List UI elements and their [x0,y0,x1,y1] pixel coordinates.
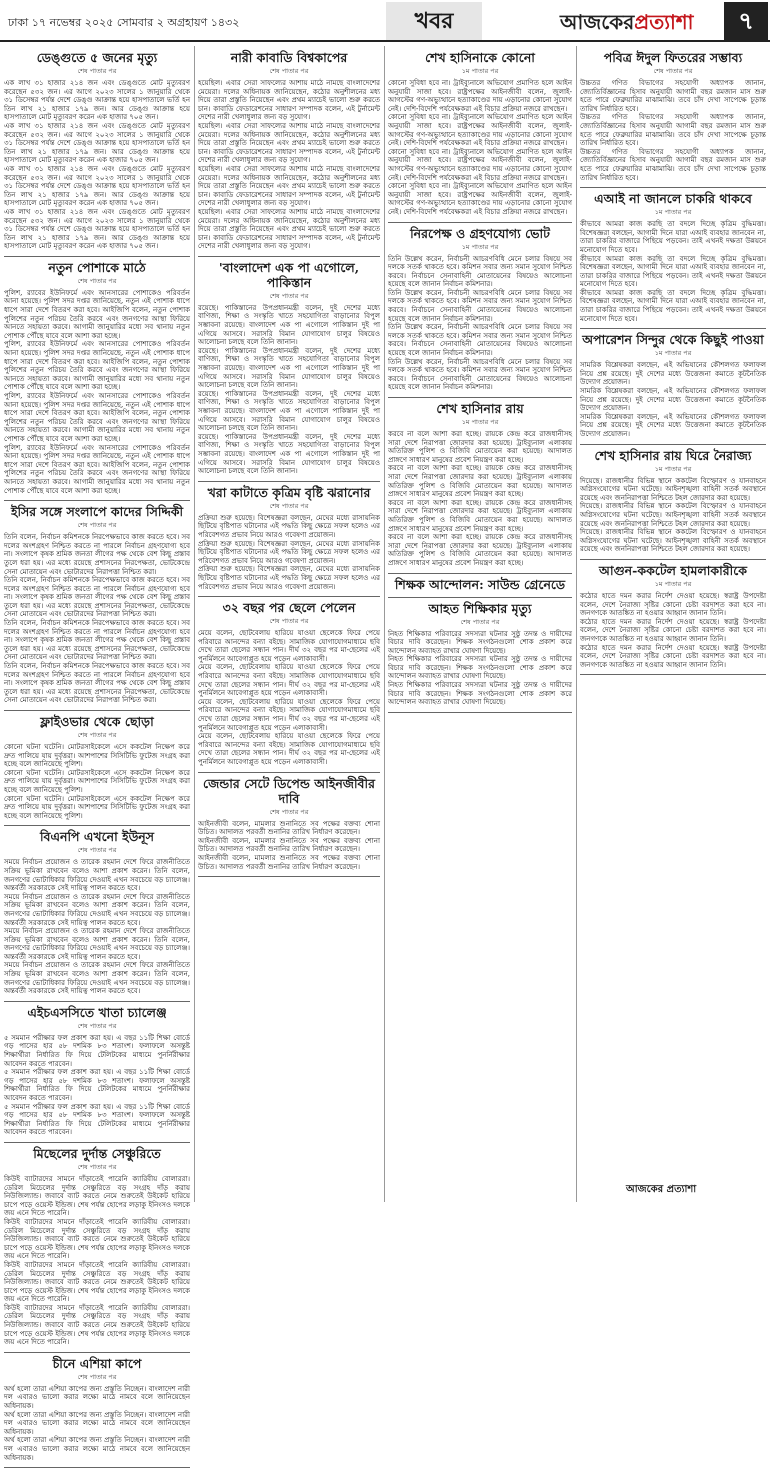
page-number: ৭ [724,2,768,40]
article-headline: জেন্ডার সেটে ডিপেন্ড আইনজীবীর দাবি [203,775,375,806]
article-byline: ১ম পাতার পর [461,418,499,426]
article-rule [198,772,380,773]
article-rule [580,187,766,188]
article-body: দিয়েছে। রাজধানীর বিভিন্ন স্থানে ককটেল বিস্ফোরণ ও যানবাহনে অগ্নিসংযোগের ঘটনা ঘটেছে। আইনশৃঙ্খলা বাহিনী সতর্ক অবস্থানে রয়েছে এবং জননিরাপত্তা নিশ্চিতে টহল জোরদার করা হয়েছে। [580,528,766,554]
article [388,226,572,393]
article-body: কিউই ব্যাটারদের সামনে দাঁড়াতেই পারেনি ক্যারিবীয় বোলাররা। ডেরিল মিচেলের দুর্দান্ত সেঞ্চুরিতে বড় সংগ্রহ দাঁড় করায় নিউজিল্যান্ড। জবাবে ব্যাট করতে নেমে শুরুতেই উইকেট হারিয়ে চাপে পড়ে ওয়েস্ট ইন্ডিজ। শেষ পর্যন্ত হোপের লড়াকু ইনিংসও দলকে জয় এনে দিতে পারেনি। [4,1217,190,1261]
column-2 [198,48,380,1202]
article-body: কোনো সুবিধা হবে না। ট্রাইব্যুনালে অভিযোগ প্রমাণিত হলে আইন অনুযায়ী সাজা হবে। রাষ্ট্রপক্ষের আইনজীবী বলেন, জুলাই-আগস্টের গণ-অভ্যুত্থানে হত্যাকাণ্ডের দায় এড়ানোর কোনো সুযোগ নেই। দেশি-বিদেশি পর্যবেক্ষকরা এই বিচার প্রক্রিয়া নজরে রাখছেন। [388,113,572,148]
article-body: উচ্চতর গণিত বিভাগের সহযোগী অধ্যাপক জানান, জ্যোতির্বিজ্ঞানের হিসাব অনুযায়ী আগামী বছর রমজান মাস শুরু হতে পারে ফেব্রুয়ারির মাঝামাঝি। তবে চাঁদ দেখা সাপেক্ষে চূড়ান্ত তারিখ নির্ধারিত হবে। [580,147,766,182]
article-rule [4,500,190,501]
article-body: ৫ সমমান পরীক্ষার ফল প্রকাশ করা হয়। এ বছর ১১টি শিক্ষা বোর্ডে গড় পাসের হার ৫৮ দশমিক ৮৩ শতাংশ। ফলাফলে অসন্তুষ্ট শিক্ষার্থীরা নির্ধারিত ফি দিয়ে টেলিটকের মাধ্যমে পুনর্নিরীক্ষার আবেদন করতে পারবেন। [4,1068,190,1102]
article-body: উচ্চতর গণিত বিভাগের সহযোগী অধ্যাপক জানান, জ্যোতির্বিজ্ঞানের হিসাব অনুযায়ী আগামী বছর রমজান মাস শুরু হতে পারে ফেব্রুয়ারির মাঝামাঝি। তবে চাঁদ দেখা সাপেক্ষে চূড়ান্ত তারিখ নির্ধারিত হবে। [580,79,766,113]
article-headline: ইসির সঙ্গে সংলাপে কাদের সিদ্দিকী [10,504,184,520]
article-headline: মিছেলের দুর্দান্ত সেঞ্চুরিতে [33,1145,161,1161]
article-headline: খরা কাটাতে কৃত্রিম বৃষ্টি ঝরানোর [207,484,371,500]
article-body: আইনজীবী বলেন, মামলার শুনানিতে সব পক্ষের বক্তব্য শোনা উচিত। আদালত পরবর্তী শুনানির তারিখ নির্ধারণ করেছেন। [198,853,380,871]
article-headline: পবিত্র ঈদুল ফিতরের সম্ভাব্য [603,50,743,65]
article-headline: আহত শিক্ষিকার মৃত্যু [428,600,532,616]
article-headline: চীনে এশিয়া কাপে [52,1355,142,1371]
article-body: কিউই ব্যাটারদের সামনে দাঁড়াতেই পারেনি ক্যারিবীয় বোলাররা। ডেরিল মিচেলের দুর্দান্ত সেঞ্চুরিতে বড় সংগ্রহ দাঁড় করায় নিউজিল্যান্ড। জবাবে ব্যাট করতে নেমে শুরুতেই উইকেট হারিয়ে চাপে পড়ে ওয়েস্ট ইন্ডিজ। শেষ পর্যন্ত হোপের লড়াকু ইনিংসও দলকে জয় এনে দিতে পারেনি। [4,1260,190,1304]
article-byline: ১ম পাতার পর [654,349,692,358]
article-byline: শেষ পাতার পর [269,501,309,510]
article-body: রয়েছে। পাকিস্তানের উপপ্রধানমন্ত্রী বলেন, দুই দেশের মধ্যে বাণিজ্য, শিক্ষা ও সংস্কৃতি খাতে সহযোগিতা বাড়ানোর বিপুল সম্ভাবনা রয়েছে। বাংলাদেশ এক পা এগোলে পাকিস্তান দুই পা এগিয়ে আসবে। সরাসরি বিমান যোগাযোগ চালুর বিষয়েও আলোচনা চলছে বলে তিনি জানান। [198,303,380,347]
article-headline: 'বাংলাদেশ এক পা এগোলে, পাকিস্তান [218,259,360,290]
article-headline: নতুন পোশাকে মাঠে [48,259,146,275]
article [198,776,380,872]
article-byline: ১ম পাতার পর [654,579,692,588]
article-body: হয়েছিল। এবার সেরা সাফল্যের আশায় মাঠে নামছে বাংলাদেশের মেয়েরা। দলের অধিনায়ক জানিয়েছেন, কঠোর অনুশীলনের মধ্য দিয়ে তারা প্রস্তুতি নিয়েছেন এবং প্রথম ম্যাচেই ভালো শুরু করতে চান। কাবাডি ফেডারেশনের সাধারণ সম্পাদক বলেন, এই টুর্নামেন্ট দেশের নারী খেলাধুলার জন্য বড় সুযোগ। [198,79,380,122]
article-body: তিনি বলেন, নির্বাচন কমিশনকে নিরপেক্ষভাবে কাজ করতে হবে। সব দলের অংশগ্রহণ নিশ্চিত করতে না পারলে নির্বাচন গ্রহণযোগ্য হবে না। সংলাপে কৃষক শ্রমিক জনতা লীগের পক্ষ থেকে বেশ কিছু প্রস্তাব তুলে ধরা হয়। এর মধ্যে রয়েছে প্রশাসনের নিরপেক্ষতা, ভোটকেন্দ্রে সেনা মোতায়েন এবং ভোটারদের নিরাপত্তা নিশ্চিত করা। [4,619,190,662]
article-body: তিনি উল্লেখ করেন, নির্বাচনী আচরণবিধি মেনে চলার বিষয়ে সব দলকে সতর্ক থাকতে হবে। কমিশন সবার জন্য সমান সুযোগ নিশ্চিত করবে। নির্বাচনে সেনাবাহিনী মোতায়েনের বিষয়েও আলোচনা হয়েছে বলে জানান নির্বাচন কমিশনার। [388,357,572,392]
article-body: মেয়ে বলেন, ছোটবেলায় হারিয়ে যাওয়া ছেলেকে ফিরে পেয়ে পরিবারে আনন্দের বন্যা বইছে। সামাজিক যোগাযোগমাধ্যমে ছবি দেখে তারা ছেলের সন্ধান পান। দীর্ঘ ৩২ বছর পর মা-ছেলের এই পুনর্মিলনে আবেগাপ্লুত হয়ে পড়েন এলাকাবাসী। [198,697,380,732]
article-rule [580,444,766,445]
article [388,601,572,707]
article [198,485,380,591]
article-body: কিউই ব্যাটারদের সামনে দাঁড়াতেই পারেনি ক্যারিবীয় বোলাররা। ডেরিল মিচেলের দুর্দান্ত সেঞ্চুরিতে বড় সংগ্রহ দাঁড় করায় নিউজিল্যান্ড। জবাবে ব্যাট করতে নেমে শুরুতেই উইকেট হারিয়ে চাপে পড়ে ওয়েস্ট ইন্ডিজ। শেষ পর্যন্ত হোপের লড়াকু ইনিংসও দলকে জয় এনে দিতে পারেনি। [4,1174,190,1218]
article-body: পুলিশ, র‍্যাবের ইউনিফর্মে এবং আনসারের পোশাকেও পরিবর্তন আনা হয়েছে। পুলিশ সদর দপ্তর জানিয়েছে, নতুন এই পোশাক ধাপে ধাপে সারা দেশে বিতরণ করা হবে। আইজিপি বলেন, নতুন পোশাক পুলিশের নতুন পরিচয় তৈরি করবে এবং জনগণের আস্থা ফিরিয়ে আনতে সহায়তা করবে। আগামী জানুয়ারির মধ্যে সব থানায় নতুন পোশাক পৌঁছে যাবে বলে আশা করা হচ্ছে। [4,443,190,495]
article-body: করবে না বলে আশা করা হচ্ছে। রায়কে কেন্দ্র করে রাজধানীসহ সারা দেশে নিরাপত্তা জোরদার করা হয়েছে। ট্রাইব্যুনাল এলাকায় অতিরিক্ত পুলিশ ও বিজিবি মোতায়েন করা হয়েছে। আদালত প্রাঙ্গণে সাধারণ মানুষের প্রবেশ নিয়ন্ত্রণ করা হচ্ছে। [388,498,572,533]
article-body: এক লাখ ৩১ হাজার ২১৪ জন এবং ডেঙ্গুতে মোট মৃত্যুবরণ করেছেন ৫৩২ জন। এর আগে ২০২৩ সালের ১ জানুয়ারি থেকে ৩১ ডিসেম্বর পর্যন্ত দেশে ডেঙ্গু আক্রান্ত হয়ে হাসপাতালে ভর্তি হন তিন লাখ ২১ হাজার ১৭৯ জন। আর ডেঙ্গু আক্রান্ত হয়ে হাসপাতালে মোট মৃত্যুবরণ করেন এক হাজার ৭০৫ জন। [4,79,190,122]
article-byline: শেষ পাতার পর [77,521,117,530]
article-body: তিনি উল্লেখ করেন, নির্বাচনী আচরণবিধি মেনে চলার বিষয়ে সব দলকে সতর্ক থাকতে হবে। কমিশন সবার জন্য সমান সুযোগ নিশ্চিত করবে। নির্বাচনে সেনাবাহিনী মোতায়েনের বিষয়েও আলোচনা হয়েছে বলে জানান নির্বাচন কমিশনার। [388,323,572,358]
article-body: সময়ে নির্বাচন প্রয়োজন ও তারেক রহমান দেশে ফিরে রাজনীতিতে সক্রিয় ভূমিকা রাখবেন বলেও আশা প্রকাশ করেন। তিনি বলেন, জনগণের ভোটাধিকার ফিরিয়ে দেওয়াই এখন সবচেয়ে বড় চ্যালেঞ্জ। অন্তর্বর্তী সরকারকে সেই দায়িত্ব পালন করতে হবে। [4,858,190,893]
article [388,401,572,568]
article-body: কোনো ঘটনা ঘটেনি। মোটরসাইকেলে এসে ককটেল নিক্ষেপ করে দ্রুত পালিয়ে যায় দুর্বৃত্তরা। আশপাশের সিসিটিভি ফুটেজ সংগ্রহ করা হচ্ছে বলে জানিয়েছে পুলিশ। [4,743,190,769]
column-1 [4,48,190,1462]
article [4,1146,190,1347]
article-body: হয়েছিল। এবার সেরা সাফল্যের আশায় মাঠে নামছে বাংলাদেশের মেয়েরা। দলের অধিনায়ক জানিয়েছেন, কঠোর অনুশীলনের মধ্য দিয়ে তারা প্রস্তুতি নিয়েছেন এবং প্রথম ম্যাচেই ভালো শুরু করতে চান। কাবাডি ফেডারেশনের সাধারণ সম্পাদক বলেন, এই টুর্নামেন্ট দেশের নারী খেলাধুলার জন্য বড় সুযোগ। [198,207,380,251]
section-title: খবর [386,2,482,40]
column-divider [576,46,577,1202]
article-body: ৫ সমমান পরীক্ষার ফল প্রকাশ করা হয়। এ বছর ১১টি শিক্ষা বোর্ডে গড় পাসের হার ৫৮ দশমিক ৮৩ শতাংশ। ফলাফলে অসন্তুষ্ট শিক্ষার্থীরা নির্ধারিত ফি দিয়ে টেলিটকের মাধ্যমে পুনর্নিরীক্ষার আবেদন করতে পারবেন। [4,1033,190,1068]
footer-logo: আজকের প্রত্যাশা [626,1184,697,1195]
article-byline: শেষ পাতার পর [77,846,117,855]
article [198,260,380,476]
article-body: সামরিক বিশ্লেষকরা বলছেন, এই অভিযানের কৌশলগত ফলাফল নিয়ে প্রশ্ন রয়েছে। দুই দেশের মধ্যে উত্তেজনা কমাতে কূটনৈতিক উদ্যোগ প্রয়োজন। [580,387,766,413]
article [4,504,190,705]
article [388,50,572,217]
article-body: কোনো সুবিধা হবে না। ট্রাইব্যুনালে অভিযোগ প্রমাণিত হলে আইন অনুযায়ী সাজা হবে। রাষ্ট্রপক্ষের আইনজীবী বলেন, জুলাই-আগস্টের গণ-অভ্যুত্থানে হত্যাকাণ্ডের দায় এড়ানোর কোনো সুযোগ নেই। দেশি-বিদেশি পর্যবেক্ষকরা এই বিচার প্রক্রিয়া নজরে রাখছেন। [388,79,572,113]
article-body: সময়ে নির্বাচন প্রয়োজন ও তারেক রহমান দেশে ফিরে রাজনীতিতে সক্রিয় ভূমিকা রাখবেন বলেও আশা প্রকাশ করেন। তিনি বলেন, জনগণের ভোটাধিকার ফিরিয়ে দেওয়াই এখন সবচেয়ে বড় চ্যালেঞ্জ। অন্তর্বর্তী সরকারকে সেই দায়িত্ব পালন করতে হবে। [4,927,190,961]
article-byline: শেষ পাতার পর [77,1372,117,1381]
article-body: সামরিক বিশ্লেষকরা বলছেন, এই অভিযানের কৌশলগত ফলাফল নিয়ে প্রশ্ন রয়েছে। দুই দেশের মধ্যে উত্তেজনা কমাতে কূটনৈতিক উদ্যোগ প্রয়োজন। [580,412,766,438]
article-rule [388,397,572,398]
article-headline: এআই না জানলে চাকরি থাকবে [594,191,752,207]
article [580,332,766,438]
article-body: করবে না বলে আশা করা হচ্ছে। রায়কে কেন্দ্র করে রাজধানীসহ সারা দেশে নিরাপত্তা জোরদার করা হয়েছে। ট্রাইব্যুনাল এলাকায় অতিরিক্ত পুলিশ ও বিজিবি মোতায়েন করা হয়েছে। আদালত প্রাঙ্গণে সাধারণ মানুষের প্রবেশ নিয়ন্ত্রণ করা হচ্ছে। [388,533,572,567]
article-body: পুলিশ, র‍্যাবের ইউনিফর্মে এবং আনসারের পোশাকেও পরিবর্তন আনা হয়েছে। পুলিশ সদর দপ্তর জানিয়েছে, নতুন এই পোশাক ধাপে ধাপে সারা দেশে বিতরণ করা হবে। আইজিপি বলেন, নতুন পোশাক পুলিশের নতুন পরিচয় তৈরি করবে এবং জনগণের আস্থা ফিরিয়ে আনতে সহায়তা করবে। আগামী জানুয়ারির মধ্যে সব থানায় নতুন পোশাক পৌঁছে যাবে বলে আশা করা হচ্ছে। [4,392,190,443]
newspaper-logo: আজকেরপ্রত্যাশা [560,10,694,34]
article-rule [198,481,380,482]
article [580,563,766,669]
article-body: হয়েছিল। এবার সেরা সাফল্যের আশায় মাঠে নামছে বাংলাদেশের মেয়েরা। দলের অধিনায়ক জানিয়েছেন, কঠোর অনুশীলনের মধ্য দিয়ে তারা প্রস্তুতি নিয়েছেন এবং প্রথম ম্যাচেই ভালো শুরু করতে চান। কাবাডি ফেডারেশনের সাধারণ সম্পাদক বলেন, এই টুর্নামেন্ট দেশের নারী খেলাধুলার জন্য বড় সুযোগ। [198,121,380,165]
article-byline: ১ম পাতার পর [461,67,499,75]
article [580,50,766,182]
article-headline: নিরপেক্ষ ও গ্রহণযোগ্য ভোট [410,225,550,241]
article [4,1356,190,1462]
article-body: তিনি উল্লেখ করেন, নির্বাচনী আচরণবিধি মেনে চলার বিষয়ে সব দলকে সতর্ক থাকতে হবে। কমিশন সবার জন্য সমান সুযোগ নিশ্চিত করবে। নির্বাচনে সেনাবাহিনী মোতায়েনের বিষয়েও আলোচনা হয়েছে বলে জানান নির্বাচন কমিশনার। [388,254,572,289]
article-headline: ডেঙ্গুতে ৫ জনের মৃত্যু [36,50,158,65]
article-rule [198,596,380,597]
article-body: প্রক্রিয়া শুরু হয়েছে। বিশেষজ্ঞরা বলছেন, মেঘের মধ্যে রাসায়নিক ছিটিয়ে বৃষ্টিপাত ঘটানোর এই পদ্ধতি কিছু ক্ষেত্রে সফল হলেও এর পরিবেশগত প্রভাব নিয়ে আরও গবেষণা প্রয়োজন। [198,539,380,565]
column-4 [580,48,766,1178]
article-body: কোনো ঘটনা ঘটেনি। মোটরসাইকেলে এসে ককটেল নিক্ষেপ করে দ্রুত পালিয়ে যায় দুর্বৃত্তরা। আশপাশের সিসিটিভি ফুটেজ সংগ্রহ করা হচ্ছে বলে জানিয়েছে পুলিশ। [4,768,190,794]
article-byline: ১ম পাতার পর [461,242,499,251]
article-body: রয়েছে। পাকিস্তানের উপপ্রধানমন্ত্রী বলেন, দুই দেশের মধ্যে বাণিজ্য, শিক্ষা ও সংস্কৃতি খাতে সহযোগিতা বাড়ানোর বিপুল সম্ভাবনা রয়েছে। বাংলাদেশ এক পা এগোলে পাকিস্তান দুই পা এগিয়ে আসবে। সরাসরি বিমান যোগাযোগ চালুর বিষয়েও আলোচনা চলছে বলে তিনি জানান। [198,432,380,476]
article-headline: শেখ হাসিনার রায় [436,401,524,416]
article [4,1005,190,1137]
article-body: মেয়ে বলেন, ছোটবেলায় হারিয়ে যাওয়া ছেলেকে ফিরে পেয়ে পরিবারে আনন্দের বন্যা বইছে। সামাজিক যোগাযোগমাধ্যমে ছবি দেখে তারা ছেলের সন্ধান পান। দীর্ঘ ৩২ বছর পর মা-ছেলের এই পুনর্মিলনে আবেগাপ্লুত হয়ে পড়েন এলাকাবাসী। [198,663,380,698]
issue-date: ঢাকা ১৭ নভেম্বর ২০২৫ সোমবার ২ অগ্রহায়ণ ১৪৩২ [8,16,240,29]
article-body: দিয়েছে। রাজধানীর বিভিন্ন স্থানে ককটেল বিস্ফোরণ ও যানবাহনে অগ্নিসংযোগের ঘটনা ঘটেছে। আইনশৃঙ্খলা বাহিনী সতর্ক অবস্থানে রয়েছে এবং জননিরাপত্তা নিশ্চিতে টহল জোরদার করা হয়েছে। [580,476,766,502]
article-headline: নারী কাবাডি বিশ্বকাপের [230,50,348,65]
article-body: মেয়ে বলেন, ছোটবেলায় হারিয়ে যাওয়া ছেলেকে ফিরে পেয়ে পরিবারে আনন্দের বন্যা বইছে। সামাজিক যোগাযোগমাধ্যমে ছবি দেখে তারা ছেলের সন্ধান পান। দীর্ঘ ৩২ বছর পর মা-ছেলের এই পুনর্মিলনে আবেগাপ্লুত হয়ে পড়েন এলাকাবাসী। [198,732,380,766]
article [580,448,766,554]
article-body: সময়ে নির্বাচন প্রয়োজন ও তারেক রহমান দেশে ফিরে রাজনীতিতে সক্রিয় ভূমিকা রাখবেন বলেও আশা প্রকাশ করেন। তিনি বলেন, জনগণের ভোটাধিকার ফিরিয়ে দেওয়াই এখন সবচেয়ে বড় চ্যালেঞ্জ। অন্তর্বর্তী সরকারকে সেই দায়িত্ব পালন করতে হবে। [4,961,190,996]
article-body: আইনজীবী বলেন, মামলার শুনানিতে সব পক্ষের বক্তব্য শোনা উচিত। আদালত পরবর্তী শুনানির তারিখ নির্ধারণ করেছেন। [198,836,380,854]
article-body: পুলিশ, র‍্যাবের ইউনিফর্মে এবং আনসারের পোশাকেও পরিবর্তন আনা হয়েছে। পুলিশ সদর দপ্তর জানিয়েছে, নতুন এই পোশাক ধাপে ধাপে সারা দেশে বিতরণ করা হবে। আইজিপি বলেন, নতুন পোশাক পুলিশের নতুন পরিচয় তৈরি করবে এবং জনগণের আস্থা ফিরিয়ে আনতে সহায়তা করবে। আগামী জানুয়ারির মধ্যে সব থানায় নতুন পোশাক পৌঁছে যাবে বলে আশা করা হচ্ছে। [4,288,190,340]
article-body: কোনো সুবিধা হবে না। ট্রাইব্যুনালে অভিযোগ প্রমাণিত হলে আইন অনুযায়ী সাজা হবে। রাষ্ট্রপক্ষের আইনজীবী বলেন, জুলাই-আগস্টের গণ-অভ্যুত্থানে হত্যাকাণ্ডের দায় এড়ানোর কোনো সুযোগ নেই। দেশি-বিদেশি পর্যবেক্ষকরা এই বিচার প্রক্রিয়া নজরে রাখছেন। [388,182,572,216]
article-headline: এইচএসসিতে খাতা চ্যালেঞ্জ [27,1004,167,1020]
article-byline: শেষ পাতার পর [269,617,309,626]
article [198,600,380,767]
article-body: পুলিশ, র‍্যাবের ইউনিফর্মে এবং আনসারের পোশাকেও পরিবর্তন আনা হয়েছে। পুলিশ সদর দপ্তর জানিয়েছে, নতুন এই পোশাক ধাপে ধাপে সারা দেশে বিতরণ করা হবে। আইজিপি বলেন, নতুন পোশাক পুলিশের নতুন পরিচয় তৈরি করবে এবং জনগণের আস্থা ফিরিয়ে আনতে সহায়তা করবে। আগামী জানুয়ারির মধ্যে সব থানায় নতুন পোশাক পৌঁছে যাবে বলে আশা করা হচ্ছে। [4,340,190,392]
article-byline: শেষ পাতার পর [77,731,117,739]
article-rule [198,256,380,257]
article-body: কীভাবে আমরা কাজ করছি তা বদলে দিচ্ছে কৃত্রিম বুদ্ধিমত্তা। বিশেষজ্ঞরা বলছেন, আগামী দিনে যারা এআই ব্যবহার জানবেন না, তারা চাকরির বাজারে পিছিয়ে পড়বেন। তাই এখনই দক্ষতা উন্নয়নে মনোযোগ দিতে হবে। [580,288,766,323]
article [4,260,190,495]
article-rule [4,825,190,826]
article-body: অর্থ হলো তারা এশিয়া কাপের জন্য প্রস্তুতি নিচ্ছেন। বাংলাদেশ নারী দল এবারও ভালো করার লক্ষ্যে মাঠে নামবে বলে জানিয়েছেন অধিনায়ক। [4,1436,190,1462]
article-rule [388,712,572,713]
article-rule [4,1142,190,1143]
article-rule [388,597,572,598]
article-rule [4,256,190,257]
article-body: এক লাখ ৩১ হাজার ২১৪ জন এবং ডেঙ্গুতে মোট মৃত্যুবরণ করেছেন ৫৩২ জন। এর আগে ২০২৩ সালের ১ জানুয়ারি থেকে ৩১ ডিসেম্বর পর্যন্ত দেশে ডেঙ্গু আক্রান্ত হয়ে হাসপাতালে ভর্তি হন তিন লাখ ২১ হাজার ১৭৯ জন। আর ডেঙ্গু আক্রান্ত হয়ে হাসপাতালে মোট মৃত্যুবরণ করেন এক হাজার ৭০৫ জন। [4,164,190,208]
article-body: কোনো ঘটনা ঘটেনি। মোটরসাইকেলে এসে ককটেল নিক্ষেপ করে দ্রুত পালিয়ে যায় দুর্বৃত্তরা। আশপাশের সিসিটিভি ফুটেজ সংগ্রহ করা হচ্ছে বলে জানিয়েছে পুলিশ। [4,794,190,820]
article-body: মেয়ে বলেন, ছোটবেলায় হারিয়ে যাওয়া ছেলেকে ফিরে পেয়ে পরিবারে আনন্দের বন্যা বইছে। সামাজিক যোগাযোগমাধ্যমে ছবি দেখে তারা ছেলের সন্ধান পান। দীর্ঘ ৩২ বছর পর মা-ছেলের এই পুনর্মিলনে আবেগাপ্লুত হয়ে পড়েন এলাকাবাসী। [198,629,380,663]
article-body: হয়েছিল। এবার সেরা সাফল্যের আশায় মাঠে নামছে বাংলাদেশের মেয়েরা। দলের অধিনায়ক জানিয়েছেন, কঠোর অনুশীলনের মধ্য দিয়ে তারা প্রস্তুতি নিয়েছেন এবং প্রথম ম্যাচেই ভালো শুরু করতে চান। কাবাডি ফেডারেশনের সাধারণ সম্পাদক বলেন, এই টুর্নামেন্ট দেশের নারী খেলাধুলার জন্য বড় সুযোগ। [198,164,380,208]
article-rule [580,674,766,675]
article-body: তিনি বলেন, নির্বাচন কমিশনকে নিরপেক্ষভাবে কাজ করতে হবে। সব দলের অংশগ্রহণ নিশ্চিত করতে না পারলে নির্বাচন গ্রহণযোগ্য হবে না। সংলাপে কৃষক শ্রমিক জনতা লীগের পক্ষ থেকে বেশ কিছু প্রস্তাব তুলে ধরা হয়। এর মধ্যে রয়েছে প্রশাসনের নিরপেক্ষতা, ভোটকেন্দ্রে সেনা মোতায়েন এবং ভোটারদের নিরাপত্তা নিশ্চিত করা। [4,576,190,619]
article-body: নিহত শিক্ষিকার পরিবারের সদস্যরা ঘটনার সুষ্ঠু তদন্ত ও দায়ীদের বিচার দাবি করেছেন। শিক্ষক সংগঠনগুলো শোক প্রকাশ করে আন্দোলন অব্যাহত রাখার ঘোষণা দিয়েছে। [388,681,572,707]
article-body: রয়েছে। পাকিস্তানের উপপ্রধানমন্ত্রী বলেন, দুই দেশের মধ্যে বাণিজ্য, শিক্ষা ও সংস্কৃতি খাতে সহযোগিতা বাড়ানোর বিপুল সম্ভাবনা রয়েছে। বাংলাদেশ এক পা এগোলে পাকিস্তান দুই পা এগিয়ে আসবে। সরাসরি বিমান যোগাযোগ চালুর বিষয়েও আলোচনা চলছে বলে তিনি জানান। [198,389,380,433]
article [4,829,190,996]
article-rule [580,559,766,560]
article-byline: শেষ পাতার পর [77,1021,117,1030]
article-body: উচ্চতর গণিত বিভাগের সহযোগী অধ্যাপক জানান, জ্যোতির্বিজ্ঞানের হিসাব অনুযায়ী আগামী বছর রমজান মাস শুরু হতে পারে ফেব্রুয়ারির মাঝামাঝি। তবে চাঁদ দেখা সাপেক্ষে চূড়ান্ত তারিখ নির্ধারিত হবে। [580,113,766,148]
article-headline: অপারেশন সিন্দুর থেকে কিছুই পাওয়া [582,332,764,348]
article-rule [198,876,380,877]
article-body: তিনি উল্লেখ করেন, নির্বাচনী আচরণবিধি মেনে চলার বিষয়ে সব দলকে সতর্ক থাকতে হবে। কমিশন সবার জন্য সমান সুযোগ নিশ্চিত করবে। নির্বাচনে সেনাবাহিনী মোতায়েনের বিষয়েও আলোচনা হয়েছে বলে জানান নির্বাচন কমিশনার। [388,288,572,323]
article [4,714,190,820]
article-byline: শেষ পাতার পর [653,67,693,75]
article-byline: শেষ পাতার পর [77,1162,117,1171]
article-body: প্রক্রিয়া শুরু হয়েছে। বিশেষজ্ঞরা বলছেন, মেঘের মধ্যে রাসায়নিক ছিটিয়ে বৃষ্টিপাত ঘটানোর এই পদ্ধতি কিছু ক্ষেত্রে সফল হলেও এর পরিবেশগত প্রভাব নিয়ে আরও গবেষণা প্রয়োজন। [198,565,380,591]
article-rule [580,328,766,329]
article-body: কঠোর হাতে দমন করার নির্দেশ দেওয়া হয়েছে। স্বরাষ্ট্র উপদেষ্টা বলেন, দেশে নৈরাজ্য সৃষ্টির কোনো চেষ্টা বরদাশত করা হবে না। জনগণকে আতঙ্কিত না হওয়ার আহ্বান জানান তিনি। [580,643,766,669]
article-body: তিনি বলেন, নির্বাচন কমিশনকে নিরপেক্ষভাবে কাজ করতে হবে। সব দলের অংশগ্রহণ নিশ্চিত করতে না পারলে নির্বাচন গ্রহণযোগ্য হবে না। সংলাপে কৃষক শ্রমিক জনতা লীগের পক্ষ থেকে বেশ কিছু প্রস্তাব তুলে ধরা হয়। এর মধ্যে রয়েছে প্রশাসনের নিরপেক্ষতা, ভোটকেন্দ্রে সেনা মোতায়েন এবং ভোটারদের নিরাপত্তা নিশ্চিত করা। [4,662,190,705]
article-headline: শিক্ষক আন্দোলন: সাউন্ড গ্রেনেডে [394,576,566,592]
article-headline: শেখ হাসিনার রায় ঘিরে নৈরাজ্য [594,447,752,463]
article-headline: আগুন-ককটেল হামলাকারীকে [599,562,747,578]
article-byline: শেষ পাতার পর [269,67,309,75]
article-body: কোনো সুবিধা হবে না। ট্রাইব্যুনালে অভিযোগ প্রমাণিত হলে আইন অনুযায়ী সাজা হবে। রাষ্ট্রপক্ষের আইনজীবী বলেন, জুলাই-আগস্টের গণ-অভ্যুত্থানে হত্যাকাণ্ডের দায় এড়ানোর কোনো সুযোগ নেই। দেশি-বিদেশি পর্যবেক্ষকরা এই বিচার প্রক্রিয়া নজরে রাখছেন। [388,147,572,182]
article-rule [4,710,190,711]
article-byline: শেষ পাতার পর [77,276,117,285]
article-headline: বিএনপি এখনো ইউনূস [39,829,155,845]
masthead [0,0,770,42]
article-rule [4,1001,190,1002]
article-byline: শেষ পাতার পর [269,807,309,816]
article-body: নিহত শিক্ষিকার পরিবারের সদস্যরা ঘটনার সুষ্ঠু তদন্ত ও দায়ীদের বিচার দাবি করেছেন। শিক্ষক সংগঠনগুলো শোক প্রকাশ করে আন্দোলন অব্যাহত রাখার ঘোষণা দিয়েছে। [388,629,572,655]
article [580,191,766,323]
column-3 [388,48,572,1202]
article-byline: শেষ পাতার পর [77,67,117,75]
article-byline: ১ম পাতার পর [654,464,692,473]
article-body: করবে না বলে আশা করা হচ্ছে। রায়কে কেন্দ্র করে রাজধানীসহ সারা দেশে নিরাপত্তা জোরদার করা হয়েছে। ট্রাইব্যুনাল এলাকায় অতিরিক্ত পুলিশ ও বিজিবি মোতায়েন করা হয়েছে। আদালত প্রাঙ্গণে সাধারণ মানুষের প্রবেশ নিয়ন্ত্রণ করা হচ্ছে। [388,430,572,464]
article [4,50,190,251]
article-body: তিনি বলেন, নির্বাচন কমিশনকে নিরপেক্ষভাবে কাজ করতে হবে। সব দলের অংশগ্রহণ নিশ্চিত করতে না পারলে নির্বাচন গ্রহণযোগ্য হবে না। সংলাপে কৃষক শ্রমিক জনতা লীগের পক্ষ থেকে বেশ কিছু প্রস্তাব তুলে ধরা হয়। এর মধ্যে রয়েছে প্রশাসনের নিরপেক্ষতা, ভোটকেন্দ্রে সেনা মোতায়েন এবং ভোটারদের নিরাপত্তা নিশ্চিত করা। [4,533,190,576]
article-body: কীভাবে আমরা কাজ করছি তা বদলে দিচ্ছে কৃত্রিম বুদ্ধিমত্তা। বিশেষজ্ঞরা বলছেন, আগামী দিনে যারা এআই ব্যবহার জানবেন না, তারা চাকরির বাজারে পিছিয়ে পড়বেন। তাই এখনই দক্ষতা উন্নয়নে মনোযোগ দিতে হবে। [580,220,766,254]
article-rule [388,222,572,223]
article-body: সামরিক বিশ্লেষকরা বলছেন, এই অভিযানের কৌশলগত ফলাফল নিয়ে প্রশ্ন রয়েছে। দুই দেশের মধ্যে উত্তেজনা কমাতে কূটনৈতিক উদ্যোগ প্রয়োজন। [580,361,766,387]
article-body: আইনজীবী বলেন, মামলার শুনানিতে সব পক্ষের বক্তব্য শোনা উচিত। আদালত পরবর্তী শুনানির তারিখ নির্ধারণ করেছেন। [198,819,380,837]
article-byline: শেষ পাতার পর [269,291,309,300]
column-divider [194,46,195,1202]
article-headline: শেখ হাসিনাকে কোনো [425,50,535,65]
article-body: কঠোর হাতে দমন করার নির্দেশ দেওয়া হয়েছে। স্বরাষ্ট্র উপদেষ্টা বলেন, দেশে নৈরাজ্য সৃষ্টির কোনো চেষ্টা বরদাশত করা হবে না। জনগণকে আতঙ্কিত না হওয়ার আহ্বান জানান তিনি। [580,617,766,643]
article-byline: শেষ পাতার পর [460,617,500,626]
article-body: কঠোর হাতে দমন করার নির্দেশ দেওয়া হয়েছে। স্বরাষ্ট্র উপদেষ্টা বলেন, দেশে নৈরাজ্য সৃষ্টির কোনো চেষ্টা বরদাশত করা হবে না। জনগণকে আতঙ্কিত না হওয়ার আহ্বান জানান তিনি। [580,591,766,618]
article-body: সময়ে নির্বাচন প্রয়োজন ও তারেক রহমান দেশে ফিরে রাজনীতিতে সক্রিয় ভূমিকা রাখবেন বলেও আশা প্রকাশ করেন। তিনি বলেন, জনগণের ভোটাধিকার ফিরিয়ে দেওয়াই এখন সবচেয়ে বড় চ্যালেঞ্জ। অন্তর্বর্তী সরকারকে সেই দায়িত্ব পালন করতে হবে। [4,892,190,927]
article [198,50,380,251]
article-body: দিয়েছে। রাজধানীর বিভিন্ন স্থানে ককটেল বিস্ফোরণ ও যানবাহনে অগ্নিসংযোগের ঘটনা ঘটেছে। আইনশৃঙ্খলা বাহিনী সতর্ক অবস্থানে রয়েছে এবং জননিরাপত্তা নিশ্চিতে টহল জোরদার করা হয়েছে। [580,502,766,528]
article-body: প্রক্রিয়া শুরু হয়েছে। বিশেষজ্ঞরা বলছেন, মেঘের মধ্যে রাসায়নিক ছিটিয়ে বৃষ্টিপাত ঘটানোর এই পদ্ধতি কিছু ক্ষেত্রে সফল হলেও এর পরিবেশগত প্রভাব নিয়ে আরও গবেষণা প্রয়োজন। [198,513,380,539]
article-body: অর্থ হলো তারা এশিয়া কাপের জন্য প্রস্তুতি নিচ্ছেন। বাংলাদেশ নারী দল এবারও ভালো করার লক্ষ্যে মাঠে নামবে বলে জানিয়েছেন অধিনায়ক। [4,1384,190,1411]
article-rule [388,573,572,574]
column-divider [384,46,385,1202]
article-byline: ১ম পাতার পর [654,208,692,217]
article-headline: ৩২ বছর পর ছেলে পেলেন [222,600,356,616]
article-body: কিউই ব্যাটারদের সামনে দাঁড়াতেই পারেনি ক্যারিবীয় বোলাররা। ডেরিল মিচেলের দুর্দান্ত সেঞ্চুরিতে বড় সংগ্রহ দাঁড় করায় নিউজিল্যান্ড। জবাবে ব্যাট করতে নেমে শুরুতেই উইকেট হারিয়ে চাপে পড়ে ওয়েস্ট ইন্ডিজ। শেষ পর্যন্ত হোপের লড়াকু ইনিংসও দলকে জয় এনে দিতে পারেনি। [4,1303,190,1347]
article-headline: ফ্লাইওভার থেকে ছোড়া [40,714,154,729]
article-body: রয়েছে। পাকিস্তানের উপপ্রধানমন্ত্রী বলেন, দুই দেশের মধ্যে বাণিজ্য, শিক্ষা ও সংস্কৃতি খাতে সহযোগিতা বাড়ানোর বিপুল সম্ভাবনা রয়েছে। বাংলাদেশ এক পা এগোলে পাকিস্তান দুই পা এগিয়ে আসবে। সরাসরি বিমান যোগাযোগ চালুর বিষয়েও আলোচনা চলছে বলে তিনি জানান। [198,346,380,390]
article-body: এক লাখ ৩১ হাজার ২১৪ জন এবং ডেঙ্গুতে মোট মৃত্যুবরণ করেছেন ৫৩২ জন। এর আগে ২০২৩ সালের ১ জানুয়ারি থেকে ৩১ ডিসেম্বর পর্যন্ত দেশে ডেঙ্গু আক্রান্ত হয়ে হাসপাতালে ভর্তি হন তিন লাখ ২১ হাজার ১৭৯ জন। আর ডেঙ্গু আক্রান্ত হয়ে হাসপাতালে মোট মৃত্যুবরণ করেন এক হাজার ৭০৫ জন। [4,207,190,251]
article [388,577,572,592]
article-body: অর্থ হলো তারা এশিয়া কাপের জন্য প্রস্তুতি নিচ্ছেন। বাংলাদেশ নারী দল এবারও ভালো করার লক্ষ্যে মাঠে নামবে বলে জানিয়েছেন অধিনায়ক। [4,1410,190,1436]
article-body: করবে না বলে আশা করা হচ্ছে। রায়কে কেন্দ্র করে রাজধানীসহ সারা দেশে নিরাপত্তা জোরদার করা হয়েছে। ট্রাইব্যুনাল এলাকায় অতিরিক্ত পুলিশ ও বিজিবি মোতায়েন করা হয়েছে। আদালত প্রাঙ্গণে সাধারণ মানুষের প্রবেশ নিয়ন্ত্রণ করা হচ্ছে। [388,464,572,499]
article-body: এক লাখ ৩১ হাজার ২১৪ জন এবং ডেঙ্গুতে মোট মৃত্যুবরণ করেছেন ৫৩২ জন। এর আগে ২০২৩ সালের ১ জানুয়ারি থেকে ৩১ ডিসেম্বর পর্যন্ত দেশে ডেঙ্গু আক্রান্ত হয়ে হাসপাতালে ভর্তি হন তিন লাখ ২১ হাজার ১৭৯ জন। আর ডেঙ্গু আক্রান্ত হয়ে হাসপাতালে মোট মৃত্যুবরণ করেন এক হাজার ৭০৫ জন। [4,121,190,165]
article-body: নিহত শিক্ষিকার পরিবারের সদস্যরা ঘটনার সুষ্ঠু তদন্ত ও দায়ীদের বিচার দাবি করেছেন। শিক্ষক সংগঠনগুলো শোক প্রকাশ করে আন্দোলন অব্যাহত রাখার ঘোষণা দিয়েছে। [388,655,572,681]
article-body: ৫ সমমান পরীক্ষার ফল প্রকাশ করা হয়। এ বছর ১১টি শিক্ষা বোর্ডে গড় পাসের হার ৫৮ দশমিক ৮৩ শতাংশ। ফলাফলে অসন্তুষ্ট শিক্ষার্থীরা নির্ধারিত ফি দিয়ে টেলিটকের মাধ্যমে পুনর্নিরীক্ষার আবেদন করতে পারবেন। [4,1102,190,1137]
article-rule [4,1352,190,1353]
article-body: কীভাবে আমরা কাজ করছি তা বদলে দিচ্ছে কৃত্রিম বুদ্ধিমত্তা। বিশেষজ্ঞরা বলছেন, আগামী দিনে যারা এআই ব্যবহার জানবেন না, তারা চাকরির বাজারে পিছিয়ে পড়বেন। তাই এখনই দক্ষতা উন্নয়নে মনোযোগ দিতে হবে। [580,254,766,289]
